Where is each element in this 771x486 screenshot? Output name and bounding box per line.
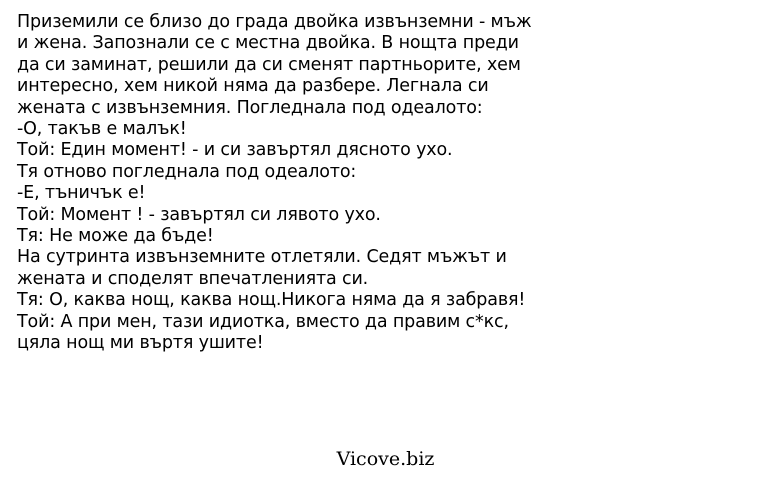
joke-line: Тя отново погледнала под одеалото: xyxy=(17,161,357,182)
joke-line: На сутринта извънземните отлетяли. Седят мъжът и xyxy=(17,247,507,268)
joke-line: Той: Един момент! - и си завъртял дясното ухо. xyxy=(17,140,453,161)
joke-line: да си заминат, решили да си сменят партньорите, хем xyxy=(17,54,521,75)
joke-line: Тя: О, каква нощ, каква нощ.Никога няма да я забравя! xyxy=(17,290,526,311)
joke-line: жената и споделят впечатленията си. xyxy=(17,268,369,289)
joke-line: -Е, тъничък е! xyxy=(17,183,146,204)
joke-line: интересно, хем никой няма да разбере. Легнала си xyxy=(17,76,489,97)
joke-text xyxy=(17,12,757,355)
site-watermark: Vicove.biz xyxy=(336,448,435,470)
joke-line: -О, такъв е малък! xyxy=(17,119,187,140)
joke-line: жената с извънземния. Погледнала под одеалото: xyxy=(17,97,483,118)
joke-line: Приземили се близо до града двойка извънземни - мъж xyxy=(17,12,532,32)
joke-line: и жена. Запознали се с местна двойка. В нощта преди xyxy=(17,33,519,54)
joke-line: цяла нощ ми въртя ушите! xyxy=(17,333,264,354)
joke-line: Той: А при мен, тази идиотка, вместо да правим с*кс, xyxy=(17,311,509,332)
joke-line: Тя: Не може да бъде! xyxy=(17,226,214,247)
joke-line: Той: Момент ! - завъртял си лявото ухо. xyxy=(17,204,381,225)
